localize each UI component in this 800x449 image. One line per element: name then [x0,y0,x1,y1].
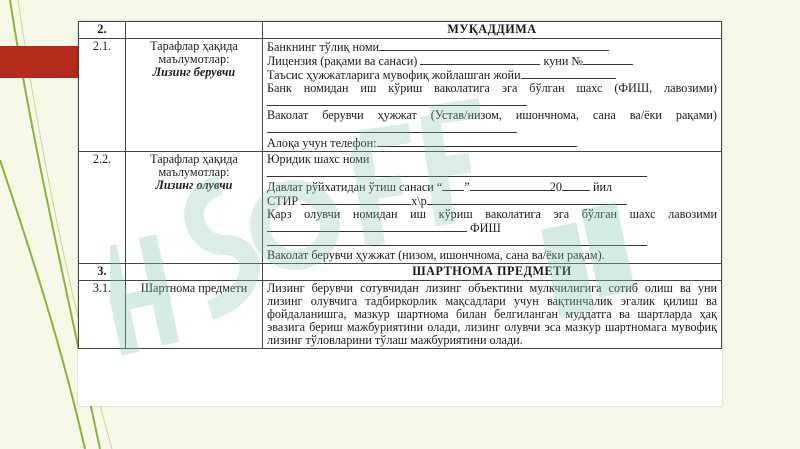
field-label: 20 [549,180,562,194]
field-label: Банк номидан иш кўриш ваколатига эга бўлган шахс (ФИШ, лавозими) [267,81,717,95]
field-label: х\р [411,194,427,208]
field-label: Ваколат берувчи ҳужжат (Устав/низом, ишончнома, сана ва/ёки рақами) [267,108,717,122]
accent-bar [0,46,88,78]
field-label: Таъсис ҳужжатларига мувофиқ жойлашган жойи [267,68,521,82]
table-row [79,281,722,349]
row-label: Тарафлар ҳақида маълумотлар: [150,39,238,66]
row-label: Шартнома предмети [126,281,263,349]
section-title: МУҚАДДИМА [263,22,722,39]
contract-table [78,21,722,349]
blank-line [442,180,464,191]
section-header-subject [79,264,722,281]
blank-line [377,136,577,147]
blank-line [267,122,517,133]
blank-line [470,180,550,191]
blank-line [427,194,627,205]
section-number: 3. [79,264,126,281]
blank-line [521,68,616,79]
section-number: 2. [79,22,126,39]
section-title: ШАРТНОМА ПРЕДМЕТИ [263,264,722,281]
party-role: Лизинг олувчи [155,178,233,192]
row-number: 2.1. [79,39,126,152]
section-header-preamble [79,22,722,39]
field-label: ” [464,180,470,194]
row-label: Тарафлар ҳақида маълумотлар: [150,152,238,179]
field-label: Давлат рўйхатидан ўтиш санаси “ [267,180,443,194]
blank-line [301,194,411,205]
contract-document [78,21,722,406]
blank-line [583,54,633,65]
field-label: куни № [543,54,584,68]
field-label: Ваколат берувчи ҳужжат (низом, ишончнома, сана ва/ёки рақам). [267,248,605,262]
blank-line [420,54,540,65]
blank-line [267,95,527,106]
field-label: ФИШ [470,221,501,235]
field-label: йил [592,180,613,194]
field-label: Юридик шахс номи [267,153,370,166]
table-row [79,152,722,264]
party-role: Лизинг берувчи [152,65,236,79]
subject-text: Лизинг берувчи сотувчидан лизинг объектини мулкчилигига сотиб олиш ва уни лизинг олувчига тадбиркорлик мақсадлари учун вақтинчалик эгалик қилиш ва фойдаланишга, мазкур шартнома билан белгиланган муддатга ва шартларда ҳақ эвазига бериш мажбуриятини олади, лизинг олувчи эса мазкур шартномага мувофиқ лизинг тўловларини тўлаш мажбуриятини олади. [267,281,717,347]
blank-line [562,180,590,191]
field-label: Лицензия (рақами ва санаси) [267,54,418,68]
field-label: Алоқа учун телефон: [267,136,377,150]
field-label: Банкнинг тўлиқ номи [267,40,380,54]
row-number: 3.1. [79,281,126,349]
row-number: 2.2. [79,152,126,264]
blank-line [267,235,647,246]
table-row [79,39,722,152]
blank-line [267,221,467,232]
blank-line [267,166,647,177]
field-label: Қарз олувчи номидан иш кўриш ваколатига эга бўлган шахс лавозими [267,207,717,221]
field-label: СТИР [267,194,299,208]
blank-line [379,40,609,51]
